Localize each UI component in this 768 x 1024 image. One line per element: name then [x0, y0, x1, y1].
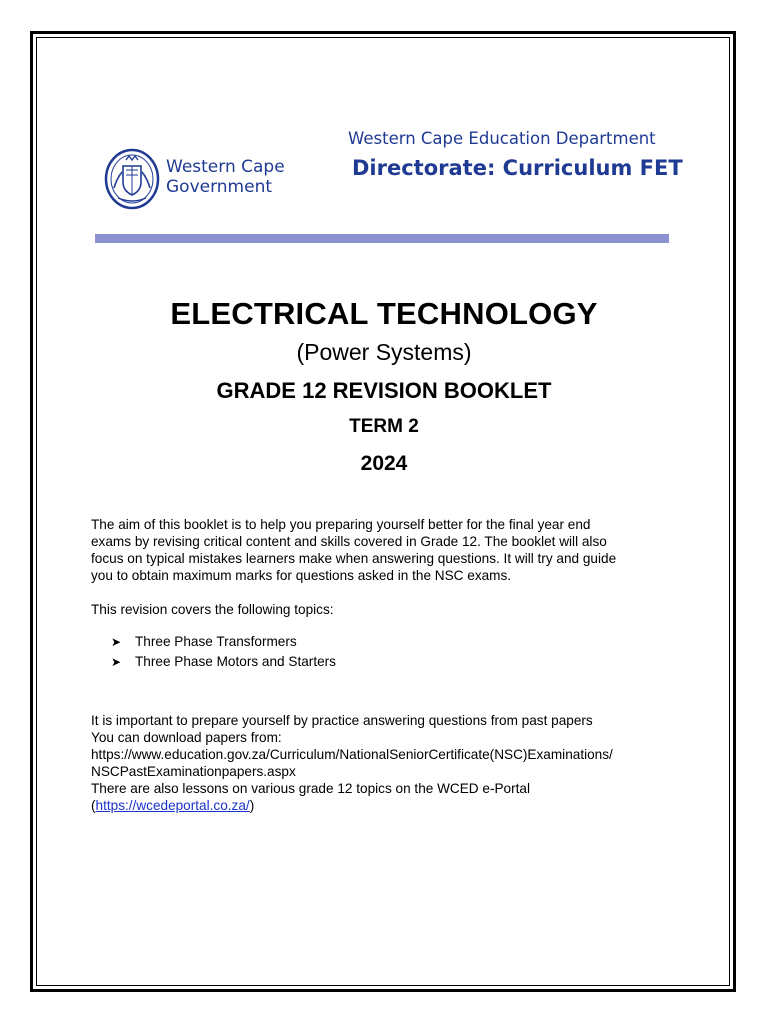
department-name: Western Cape Education Department [348, 129, 656, 148]
document-subtitle: (Power Systems) [296, 339, 472, 365]
resources-line: It is important to prepare yourself by practice answering questions from past papers [91, 713, 593, 728]
list-item [111, 632, 336, 652]
government-name-line2: Government [166, 177, 273, 197]
year-heading: 2024 [360, 452, 408, 475]
resources-line: There are also lessons on various grade 12 topics on the WCED e-Portal [91, 781, 530, 796]
topic-label: Three Phase Motors and Starters [135, 654, 336, 669]
intro-paragraph [91, 516, 691, 584]
portal-link[interactable]: https://wcedeportal.co.za/ [95, 798, 250, 813]
booklet-heading: GRADE 12 REVISION BOOKLET [216, 378, 552, 403]
government-name [166, 157, 285, 197]
portal-paren-open: ( [91, 798, 96, 813]
header-divider [95, 234, 669, 243]
portal-line [91, 797, 691, 814]
coat-of-arms-icon [104, 148, 160, 210]
topics-list [111, 632, 336, 672]
intro-line: The aim of this booklet is to help you preparing yourself better for the final year end [91, 517, 591, 532]
topic-label: Three Phase Transformers [135, 634, 297, 649]
document-title: ELECTRICAL TECHNOLOGY [170, 296, 598, 331]
list-item [111, 652, 336, 672]
resources-paragraph [91, 712, 691, 814]
intro-line: you to obtain maximum marks for questions asked in the NSC exams. [91, 568, 512, 583]
government-logo [104, 148, 304, 212]
arrow-bullet-icon: ➤ [111, 635, 122, 649]
topics-intro: This revision covers the following topics: [91, 602, 334, 617]
intro-line: focus on typical mistakes learners make when answering questions. It will try and guide [91, 551, 617, 566]
portal-paren-close: ) [249, 798, 255, 813]
government-name-line1: Western Cape [166, 157, 285, 177]
resources-line: You can download papers from: [91, 730, 282, 745]
download-url-line: https://www.education.gov.za/Curriculum/NationalSeniorCertificate(NSC)Examinations/ [91, 747, 613, 762]
intro-line: exams by revising critical content and skills covered in Grade 12. The booklet will also [91, 534, 607, 549]
arrow-bullet-icon: ➤ [111, 655, 122, 669]
download-url-line: NSCPastExaminationpapers.aspx [91, 764, 296, 779]
term-heading: TERM 2 [349, 416, 419, 437]
directorate-name: Directorate: Curriculum FET [352, 156, 683, 180]
